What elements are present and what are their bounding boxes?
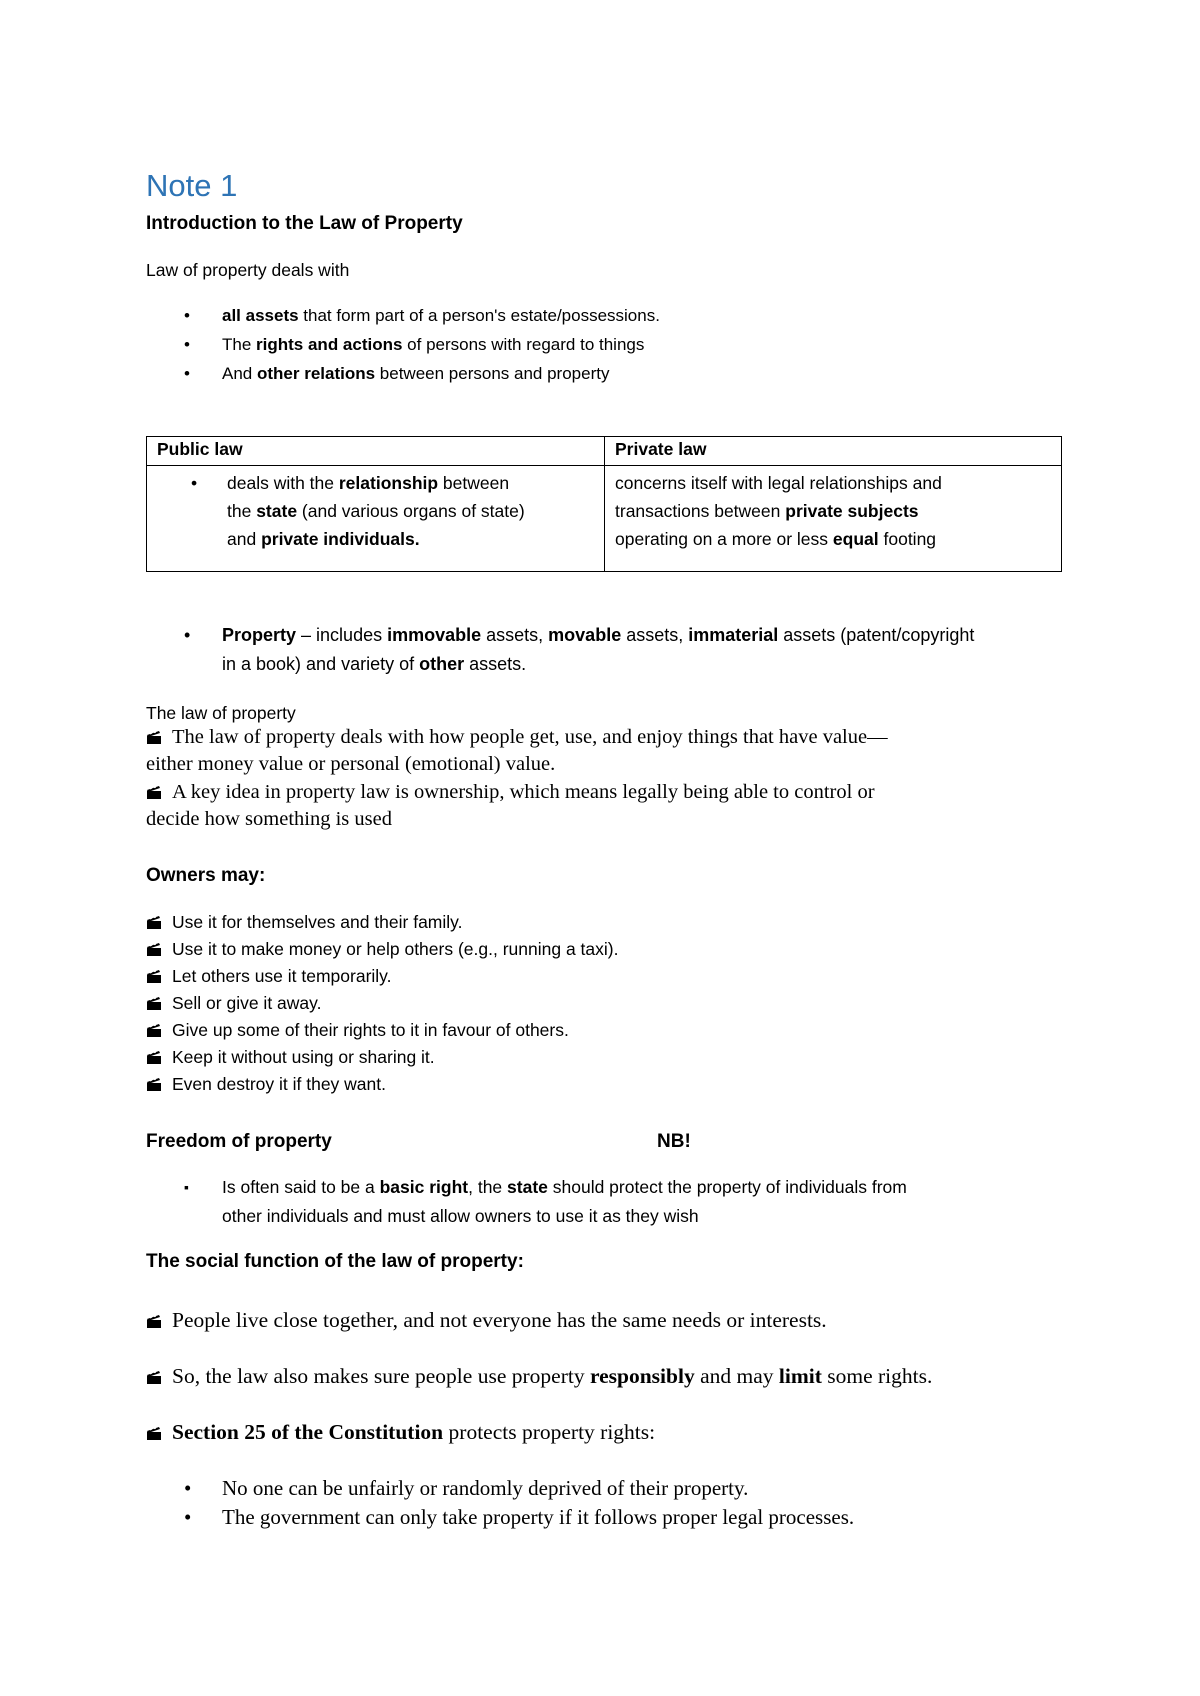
law-heading: The law of property	[146, 703, 296, 723]
subtitle: Introduction to the Law of Property	[146, 213, 463, 234]
clapper-icon	[146, 1370, 162, 1385]
social-heading: The social function of the law of property:	[146, 1251, 524, 1272]
clapper-icon	[146, 1314, 162, 1329]
list-item: Use it for themselves and their family.	[146, 912, 462, 933]
clapper-icon	[146, 996, 162, 1011]
intro-text: Law of property deals with	[146, 260, 350, 280]
law-paragraph-2: A key idea in property law is ownership, which means legally being able to control or	[146, 781, 875, 804]
list-item: Let others use it temporarily.	[146, 966, 392, 987]
square-bullet-icon: ▪	[184, 1179, 189, 1195]
social-paragraph-2: So, the law also makes sure people use property responsibly and may limit some rights.	[146, 1364, 932, 1389]
owners-heading: Owners may:	[146, 865, 266, 886]
list-item: Keep it without using or sharing it.	[146, 1047, 435, 1068]
bullet-icon: •	[184, 335, 190, 354]
clapper-icon	[146, 730, 162, 745]
bullet-icon: •	[184, 1505, 192, 1529]
nb-label: NB!	[657, 1131, 691, 1152]
clapper-icon	[146, 785, 162, 800]
clapper-icon	[146, 942, 162, 957]
list-item: Even destroy it if they want.	[146, 1074, 386, 1095]
table-cell-private: concerns itself with legal relationships and transactions between private subjects operating on a more or less equal footing	[605, 466, 1062, 572]
clapper-icon	[146, 1426, 162, 1441]
bullet-icon: •	[191, 473, 198, 493]
law-paragraph-1-cont: either money value or personal (emotional) value.	[146, 753, 556, 775]
bullet-icon: •	[184, 364, 190, 383]
social-paragraph-1: People live close together, and not everyone has the same needs or interests.	[146, 1308, 827, 1333]
clapper-icon	[146, 1023, 162, 1038]
page-title: Note 1	[146, 168, 238, 203]
bullet-icon: •	[184, 625, 191, 645]
bullet-icon: •	[184, 1476, 192, 1500]
table-header-private: Private law	[605, 437, 1062, 466]
table-cell-public: • deals with the relationship between the state (and various organs of state) and private individuals.	[147, 466, 605, 572]
table-header-public: Public law	[147, 437, 605, 466]
list-item: Use it to make money or help others (e.g., running a taxi).	[146, 939, 618, 960]
clapper-icon	[146, 969, 162, 984]
list-item: Sell or give it away.	[146, 993, 321, 1014]
law-comparison-table	[146, 436, 1062, 572]
freedom-heading: Freedom of property	[146, 1131, 332, 1152]
bullet-icon: •	[184, 306, 190, 325]
law-paragraph-2-cont: decide how something is used	[146, 808, 392, 830]
clapper-icon	[146, 1077, 162, 1092]
clapper-icon	[146, 915, 162, 930]
law-paragraph-1: The law of property deals with how people get, use, and enjoy things that have value—	[146, 726, 888, 749]
social-paragraph-3: Section 25 of the Constitution protects property rights:	[146, 1420, 655, 1445]
list-item: Give up some of their rights to it in favour of others.	[146, 1020, 569, 1041]
clapper-icon	[146, 1050, 162, 1065]
